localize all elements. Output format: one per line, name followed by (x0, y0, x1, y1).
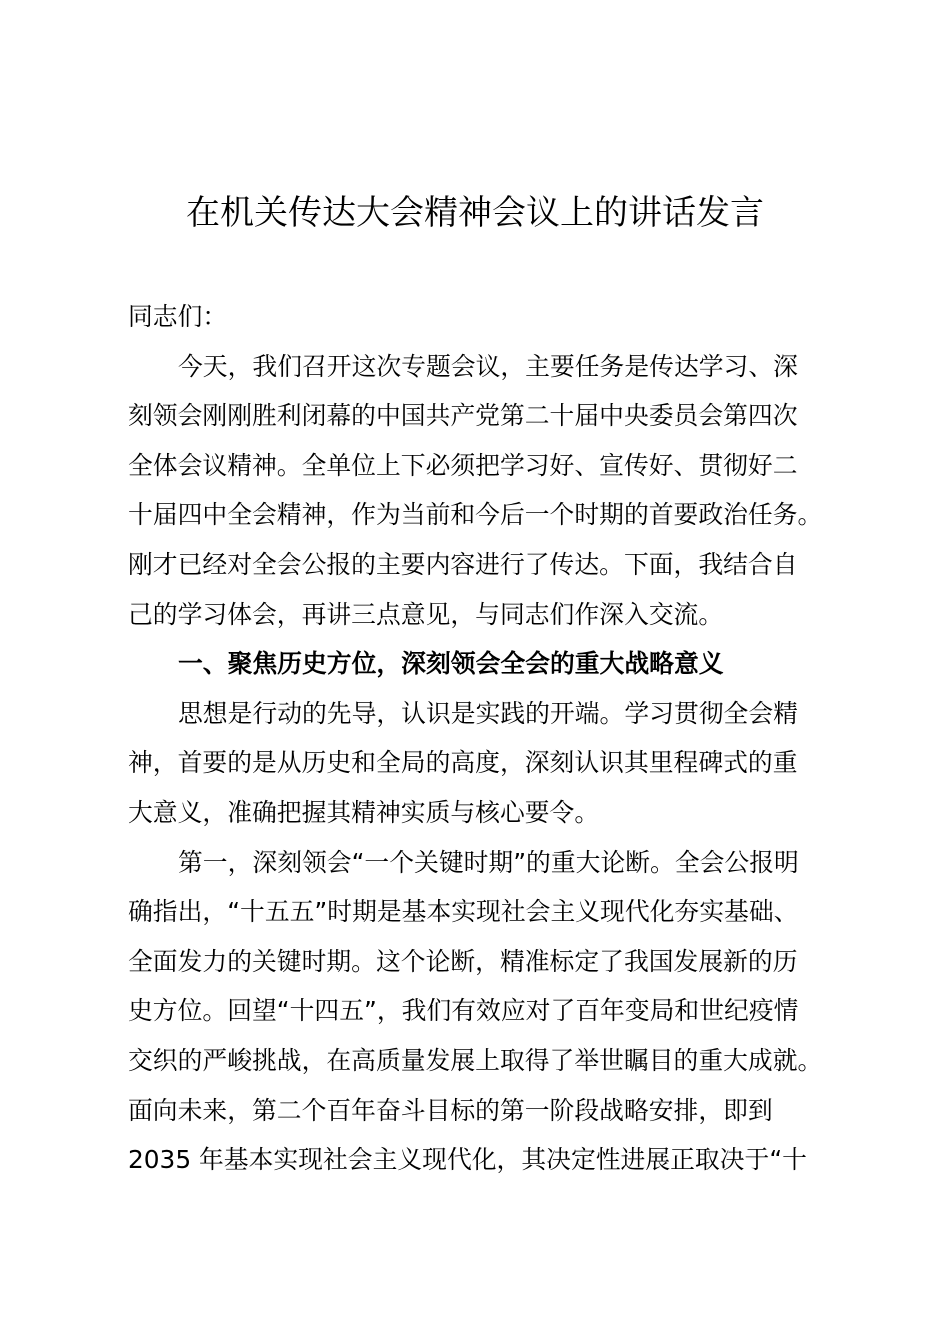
paragraph-line: 交织的严峻挑战，在高质量发展上取得了举世瞩目的重大成就。 (128, 1045, 823, 1075)
paragraph-first-point (128, 838, 828, 1185)
paragraph-thought (128, 689, 828, 838)
section-heading: 一、聚焦历史方位，深刻领会全会的重大战略意义 (178, 649, 724, 679)
paragraph-line: 确指出，“十五五”时期是基本实现社会主义现代化夯实基础、 (128, 897, 799, 927)
paragraph-line: 己的学习体会，再讲三点意见，与同志们作深入交流。 (128, 599, 724, 629)
document-body (128, 292, 828, 1185)
paragraph-line: 史方位。回望“十四五”，我们有效应对了百年变局和世纪疫情 (128, 996, 799, 1026)
document-title: 在机关传达大会精神会议上的讲话发言 (186, 193, 764, 233)
paragraph-line: 第一，深刻领会“一个关键时期”的重大论断。全会公报明 (178, 847, 799, 877)
paragraph-intro (128, 342, 828, 640)
paragraph-line: 2035 年基本实现社会主义现代化，其决定性进展正取决于“十 (128, 1145, 807, 1175)
paragraph-line: 十届四中全会精神，作为当前和今后一个时期的首要政治任务。 (128, 500, 823, 530)
paragraph-line: 全体会议精神。全单位上下必须把学习好、宣传好、贯彻好二 (128, 450, 798, 480)
paragraph-line: 刻领会刚刚胜利闭幕的中国共产党第二十届中央委员会第四次 (128, 401, 798, 431)
paragraph-line: 面向未来，第二个百年奋斗目标的第一阶段战略安排，即到 (128, 1095, 773, 1125)
paragraph-line: 今天，我们召开这次专题会议，主要任务是传达学习、深 (178, 351, 798, 381)
paragraph-line: 思想是行动的先导，认识是实践的开端。学习贯彻全会精 (178, 698, 798, 728)
paragraph-line: 大意义，准确把握其精神实质与核心要令。 (128, 797, 600, 827)
paragraph-line: 全面发力的关键时期。这个论断，精准标定了我国发展新的历 (128, 946, 798, 976)
paragraph-line: 神，首要的是从历史和全局的高度，深刻认识其里程碑式的重 (128, 748, 798, 778)
paragraph-line: 刚才已经对全会公报的主要内容进行了传达。下面，我结合自 (128, 549, 798, 579)
salutation: 同志们： (128, 302, 228, 331)
